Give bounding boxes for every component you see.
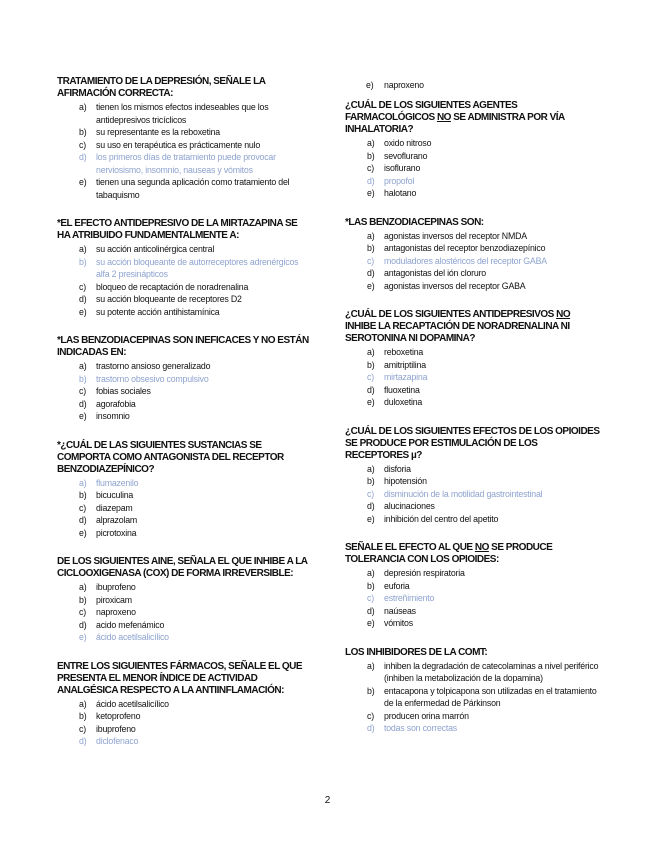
correct-option — [345, 722, 603, 735]
option-text: bloqueo de recaptación de noradrenalina — [96, 281, 249, 292]
option-letter: d) — [79, 398, 87, 409]
option-list — [57, 698, 312, 748]
option-item — [57, 619, 312, 632]
option-item — [57, 293, 312, 306]
question-block — [57, 76, 312, 201]
option-text: disminución de la motilidad gastrointestinal — [384, 488, 543, 499]
question-title — [345, 217, 603, 229]
option-text: antagonistas del receptor benzodiazepínico — [384, 243, 546, 253]
question-title-text: SE ADMINISTRA POR VÍA INHALATORIA? — [345, 112, 565, 135]
option-letter: d) — [79, 736, 87, 746]
left-column — [57, 76, 312, 765]
option-item — [57, 698, 312, 711]
option-letter: d) — [367, 605, 375, 616]
question-block — [57, 218, 312, 318]
correct-option — [345, 371, 603, 384]
option-item — [57, 581, 312, 594]
option-text: producen orina marrón — [384, 710, 469, 721]
option-letter: c) — [79, 502, 86, 513]
option-item — [345, 187, 603, 200]
correct-option — [57, 477, 312, 490]
correct-option — [345, 488, 603, 501]
option-letter: a) — [79, 361, 87, 371]
option-letter: d) — [79, 515, 87, 525]
option-list — [57, 581, 312, 644]
option-text: su representante es la reboxetina — [96, 127, 220, 137]
option-letter: e) — [79, 411, 87, 421]
option-item — [57, 101, 312, 126]
option-item — [366, 79, 424, 92]
option-text: flumazenilo — [96, 477, 139, 488]
option-list — [345, 230, 603, 293]
option-text: halotano — [384, 188, 417, 198]
option-item — [57, 514, 312, 527]
option-item — [345, 617, 603, 630]
option-text: fluoxetina — [384, 384, 420, 395]
correct-option — [57, 151, 312, 176]
option-item — [57, 281, 312, 294]
question-title — [345, 542, 603, 566]
option-letter: d) — [367, 175, 375, 186]
option-item — [345, 242, 603, 255]
option-item — [345, 162, 603, 175]
option-list — [57, 360, 312, 423]
option-letter: a) — [79, 477, 87, 488]
option-item — [345, 463, 603, 476]
option-letter: c) — [367, 710, 374, 721]
option-letter: a) — [367, 568, 375, 578]
option-text: su acción anticolinérgica central — [96, 244, 215, 254]
option-text: su potente acción antihistamínica — [96, 306, 220, 317]
question-title-text: *LAS BENZODIACEPINAS SON: — [345, 216, 484, 228]
option-text: duloxetina — [384, 397, 423, 407]
option-letter: c) — [367, 255, 374, 266]
option-text: ibuprofeno — [96, 723, 136, 734]
option-letter: e) — [79, 527, 87, 538]
option-letter: d) — [79, 619, 87, 630]
option-text: alucinaciones — [384, 501, 435, 511]
option-text: picrotoxina — [96, 527, 137, 538]
option-text: tienen los mismos efectos indeseables que los antidepresivos tricíclicos — [96, 102, 269, 125]
option-letter: c) — [79, 386, 86, 396]
option-letter: e) — [367, 618, 375, 628]
question-title — [345, 309, 603, 345]
option-list — [345, 567, 603, 630]
option-text: ketoprofeno — [96, 711, 141, 721]
option-text: ibuprofeno — [96, 582, 136, 592]
option-item — [57, 126, 312, 139]
correct-option — [57, 735, 312, 748]
option-letter: c) — [79, 723, 86, 734]
question-title: ENTRE LOS SIGUIENTES FÁRMACOS, SEÑALE EL QUE PRESENTA EL MENOR ÍNDICE DE ACTIVIDAD ANALGÉSICA RESPECTO A LA ANTIINFLAMACIÓN: — [57, 660, 303, 696]
correct-option — [345, 592, 603, 605]
correct-option — [57, 373, 312, 386]
option-item — [345, 500, 603, 513]
question-block — [345, 217, 603, 293]
option-list — [345, 137, 603, 200]
option-letter: a) — [367, 347, 375, 357]
question-block — [345, 100, 603, 200]
question-title: *EL EFECTO ANTIDEPRESIVO DE LA MIRTAZAPINA SE HA ATRIBUIDO FUNDAMENTALMENTE A: — [57, 218, 298, 241]
option-text: oxido nitroso — [384, 138, 432, 148]
option-item — [345, 230, 603, 243]
option-text: disforia — [384, 463, 411, 474]
option-text: vómitos — [384, 618, 413, 628]
option-letter: a) — [367, 138, 375, 148]
option-letter: b) — [79, 373, 87, 384]
option-item — [345, 710, 603, 723]
question-title-text: ¿CUÁL DE LOS SIGUIENTES ANTIDEPRESIVOS — [345, 309, 557, 320]
option-text: alprazolam — [96, 515, 138, 525]
option-text: inhiben la degradación de catecolaminas a nivel periférico (inhiben la metabolización de la dopamina) — [384, 660, 599, 683]
option-letter: b) — [367, 359, 375, 370]
option-letter: c) — [367, 593, 374, 603]
correct-option — [345, 175, 603, 188]
question-block — [57, 335, 312, 423]
option-letter: b) — [79, 127, 87, 137]
option-letter: c) — [367, 488, 374, 499]
option-item — [345, 396, 603, 409]
option-list — [345, 346, 603, 409]
option-item — [57, 243, 312, 256]
option-text: agonistas inversos del receptor GABA — [384, 280, 526, 291]
option-item — [57, 606, 312, 619]
option-item — [345, 267, 603, 280]
option-letter: b) — [79, 594, 87, 605]
option-item — [57, 723, 312, 736]
option-letter: c) — [79, 281, 86, 292]
option-text: naproxeno — [384, 80, 424, 90]
option-text: tienen una segunda aplicación como tratamiento del tabaquismo — [96, 177, 290, 200]
option-letter: d) — [367, 723, 375, 733]
question-title-text: ¿CUÁL DE LOS SIGUIENTES EFECTOS DE LOS OPIOIDES SE PRODUCE POR ESTIMULACIÓN DE LOS RECEPTORES µ? — [345, 425, 600, 461]
option-item — [57, 139, 312, 152]
option-item — [57, 398, 312, 411]
option-text: propofol — [384, 175, 415, 186]
option-item — [57, 306, 312, 319]
option-item — [345, 580, 603, 593]
question-block — [345, 426, 603, 526]
option-text: naúseas — [384, 605, 416, 616]
option-item — [57, 385, 312, 398]
option-list — [57, 477, 312, 540]
option-item — [345, 660, 603, 685]
option-text: agonistas inversos del receptor NMDA — [384, 230, 527, 241]
option-text: mirtazapina — [384, 372, 428, 382]
option-letter: b) — [367, 150, 375, 161]
option-text: diclofenaco — [96, 736, 139, 746]
question-title-text: LOS INHIBIDORES DE LA COMT: — [345, 646, 488, 658]
option-item — [345, 567, 603, 580]
option-text: insomnio — [96, 411, 130, 421]
option-item — [345, 359, 603, 372]
option-item — [345, 513, 603, 526]
option-item — [345, 137, 603, 150]
option-letter: c) — [79, 139, 86, 150]
option-item — [57, 410, 312, 423]
option-letter: d) — [367, 268, 375, 278]
question-title: *¿CUÁL DE LAS SIGUIENTES SUSTANCIAS SE COMPORTA COMO ANTAGONISTA DEL RECEPTOR BENZODIAZEPÍNICO? — [57, 439, 284, 475]
question-block — [345, 309, 603, 409]
option-letter: a) — [367, 230, 375, 241]
option-text: ácido acetilsalicílico — [96, 632, 169, 642]
option-text: diazepam — [96, 502, 133, 513]
option-text: trastorno ansioso generalizado — [96, 361, 211, 371]
question-title — [345, 100, 603, 136]
option-text: estreñimiento — [384, 593, 435, 603]
option-letter: d) — [367, 384, 375, 395]
option-letter: d) — [79, 294, 87, 304]
option-text: amitriptilina — [384, 359, 426, 370]
option-letter: b) — [79, 490, 87, 500]
option-text: sevoflurano — [384, 150, 428, 161]
option-text: depresión respiratoria — [384, 568, 465, 578]
question-block — [345, 542, 603, 630]
option-letter: b) — [79, 711, 87, 721]
option-letter: e) — [367, 513, 375, 524]
option-list — [57, 101, 312, 201]
option-letter: b) — [367, 580, 375, 591]
question-title-text: ¿CUÁL DE LOS SIGUIENTES AGENTES FARMACOLÓGICOS — [345, 100, 518, 123]
option-item — [57, 594, 312, 607]
correct-option — [57, 631, 312, 644]
option-letter: b) — [367, 243, 375, 253]
option-letter: e) — [367, 188, 375, 198]
right-column — [345, 100, 603, 752]
option-letter: a) — [79, 102, 87, 112]
option-text: su acción bloqueante de receptores D2 — [96, 294, 242, 304]
page-number: 2 — [324, 795, 331, 806]
option-text: bicuculina — [96, 490, 134, 500]
option-letter: e) — [366, 80, 374, 90]
option-letter: a) — [79, 582, 87, 592]
option-item — [57, 360, 312, 373]
question-title-text: INHIBE LA RECAPTACIÓN DE NORADRENALINA NI SEROTONINA NI DOPAMINA? — [345, 321, 570, 344]
option-text: fobias sociales — [96, 386, 151, 396]
question-title — [345, 426, 603, 462]
option-text: antagonistas del ión cloruro — [384, 268, 486, 278]
question-title — [345, 647, 603, 659]
option-list — [345, 463, 603, 526]
option-letter: e) — [79, 177, 87, 187]
option-letter: d) — [367, 501, 375, 511]
option-item — [345, 605, 603, 618]
option-text: ácido acetilsalicílico — [96, 698, 169, 709]
option-text: isoflurano — [384, 163, 421, 173]
option-letter: c) — [367, 163, 374, 173]
option-text: su acción bloqueante de autorreceptores adrenérgicos alfa 2 presinápticos — [96, 256, 299, 279]
option-text: su uso en terapéutica es prácticamente nulo — [96, 139, 261, 150]
option-item — [57, 710, 312, 723]
option-text: hipotensión — [384, 476, 427, 486]
option-list — [57, 243, 312, 318]
option-text: inhibición del centro del apetito — [384, 513, 499, 524]
option-text: trastorno obsesivo compulsivo — [96, 373, 209, 384]
question-title-emphasis: NO — [474, 542, 489, 553]
option-item — [345, 346, 603, 359]
question-block — [57, 661, 312, 748]
option-text: piroxicam — [96, 594, 132, 605]
option-item — [345, 685, 603, 710]
option-letter: e) — [367, 280, 375, 291]
continued-option-list — [366, 79, 424, 92]
option-item — [57, 527, 312, 540]
question-title-text: SEÑALE EL EFECTO AL QUE — [345, 542, 475, 553]
option-item — [345, 384, 603, 397]
option-text: agorafobia — [96, 398, 136, 409]
question-title: TRATAMIENTO DE LA DEPRESIÓN, SEÑALE LA AFIRMACIÓN CORRECTA: — [57, 76, 266, 99]
option-item — [57, 502, 312, 515]
question-title-text: SE PRODUCE TOLERANCIA CON LOS OPIOIDES: — [345, 542, 553, 565]
option-text: naproxeno — [96, 607, 136, 617]
option-item — [345, 280, 603, 293]
option-letter: b) — [367, 476, 375, 486]
option-item — [345, 150, 603, 163]
option-item — [345, 475, 603, 488]
question-title-emphasis: NO — [436, 112, 451, 123]
option-text: entacapona y tolpicapona son utilizadas en el tratamiento de la enfermedad de Párkinson — [384, 685, 597, 708]
correct-option — [57, 256, 312, 281]
option-letter: a) — [367, 660, 375, 671]
question-title: *LAS BENZODIACEPINAS SON INEFICACES Y NO ESTÁN INDICADAS EN: — [57, 335, 309, 358]
question-block — [57, 556, 312, 644]
option-text: reboxetina — [384, 347, 424, 357]
option-text: euforia — [384, 580, 410, 591]
option-text: acido mefenámico — [96, 619, 165, 630]
option-letter: a) — [367, 463, 375, 474]
option-letter: a) — [79, 244, 87, 254]
option-list — [345, 660, 603, 735]
option-letter: c) — [79, 607, 86, 617]
option-letter: d) — [79, 152, 87, 162]
option-letter: e) — [79, 306, 87, 317]
option-text: todas son correctas — [384, 723, 457, 733]
option-letter: e) — [367, 397, 375, 407]
option-text: moduladores alostéricos del receptor GABA — [384, 255, 547, 266]
option-text: los primeros días de tratamiento puede provocar nerviosismo, insomnio, nauseas y vómitos — [96, 152, 276, 175]
question-block — [345, 647, 603, 735]
option-letter: e) — [79, 632, 87, 642]
option-letter: b) — [79, 256, 87, 267]
option-letter: b) — [367, 685, 375, 696]
option-letter: a) — [79, 698, 87, 709]
option-item — [57, 489, 312, 502]
option-letter: c) — [367, 372, 374, 382]
option-item — [57, 176, 312, 201]
question-title-emphasis: NO — [556, 309, 571, 320]
question-block — [57, 440, 312, 540]
question-title: DE LOS SIGUIENTES AINE, SEÑALA EL QUE INHIBE A LA CICLOOXIGENASA (COX) DE FORMA IRREVERSIBLE: — [57, 556, 308, 579]
correct-option — [345, 255, 603, 268]
